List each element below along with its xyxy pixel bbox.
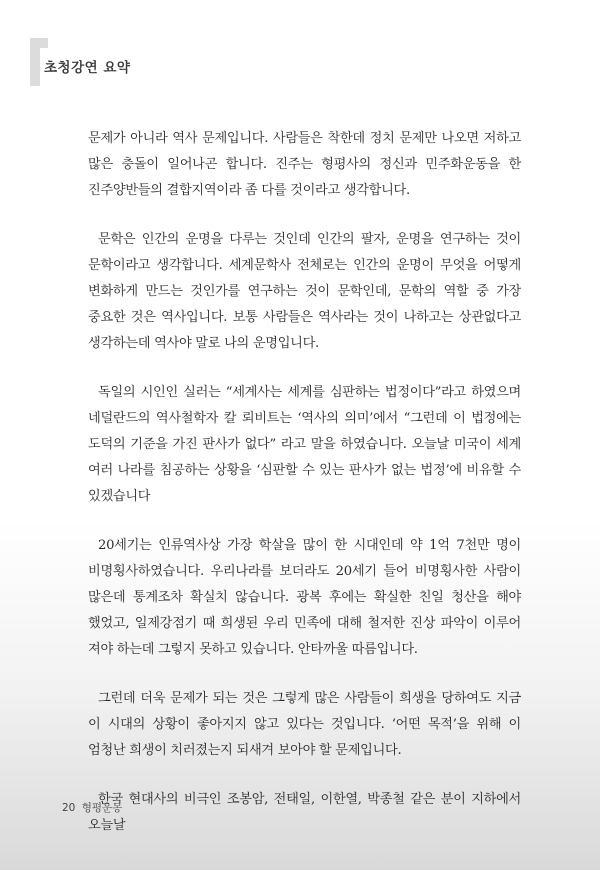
paragraph: 문제가 아니라 역사 문제입니다. 사람들은 착한데 정치 문제만 나오면 저하고 많은 충돌이 일어나곤 합니다. 진주는 형평사의 정신과 민주화운동을 한 진주양반들의 결합지역이라 좀 다를 것이라고 생각합니다. bbox=[88, 131, 521, 198]
publication-name: 형평운동 bbox=[81, 802, 123, 814]
paragraph: 한국 현대사의 비극인 조봉암, 전태일, 이한열, 박종철 같은 분이 지하에서 오늘날 bbox=[88, 792, 521, 833]
paragraph: 20세기는 인류역사상 가장 학살을 많이 한 시대인데 약 1억 7천만 명이 비명횡사하였습니다. 우리나라를 보더라도 20세기 들어 비명횡사한 사람이 많은데 통계조차 확실치 않습니다. 광복 후에는 확실한 친일 청산을 해야 했었고, 일제강점기 때 희생된 우리 민족에 대해 철저한 진상 파악이 이루어 져야 하는데 그렇지 못하고 있습니다. 안타까울 따름입니다. bbox=[88, 538, 521, 657]
section-header bbox=[30, 38, 190, 86]
section-title: 초청강연 요약 bbox=[44, 60, 131, 76]
paragraph: 그런데 더욱 문제가 되는 것은 그렇게 많은 사람들이 희생을 당하여도 지금 이 시대의 상황이 좋아지지 않고 있다는 것입니다. ‘어떤 목적’을 위해 이 엄청난 희생이 치러졌는지 되새겨 보아야 할 문제입니다. bbox=[88, 691, 521, 758]
paragraph: 독일의 시인인 실러는 “세계사는 세계를 심판하는 법정이다”라고 하였으며 네덜란드의 역사철학자 칼 뢰비트는 ‘역사의 의미’에서 “그런데 이 법정에는 도덕의 기준을 가진 판사가 없다” 라고 말을 하였습니다. 오늘날 미국이 세계 여러 나라를 침공하는 상황을 ‘심판할 수 있는 판사가 없는 법정’에 비유할 수 있겠습니다 bbox=[88, 385, 521, 504]
article-body bbox=[88, 126, 521, 862]
paragraph: 문학은 인간의 운명을 다루는 것인데 인간의 팔자, 운명을 연구하는 것이 문학이라고 생각합니다. 세계문학사 전체로는 인간의 운명이 무엇을 어떻게 변화하게 만드는 것인가를 연구하는 것이 문학인데, 문학의 역할 중 가장 중요한 것은 역사입니다. 보통 사람들은 역사라는 것이 나하고는 상관없다고 생각하는데 역사야 말로 나의 운명입니다. bbox=[88, 232, 521, 351]
page-number: 20 bbox=[62, 802, 76, 814]
page-footer bbox=[62, 800, 122, 815]
